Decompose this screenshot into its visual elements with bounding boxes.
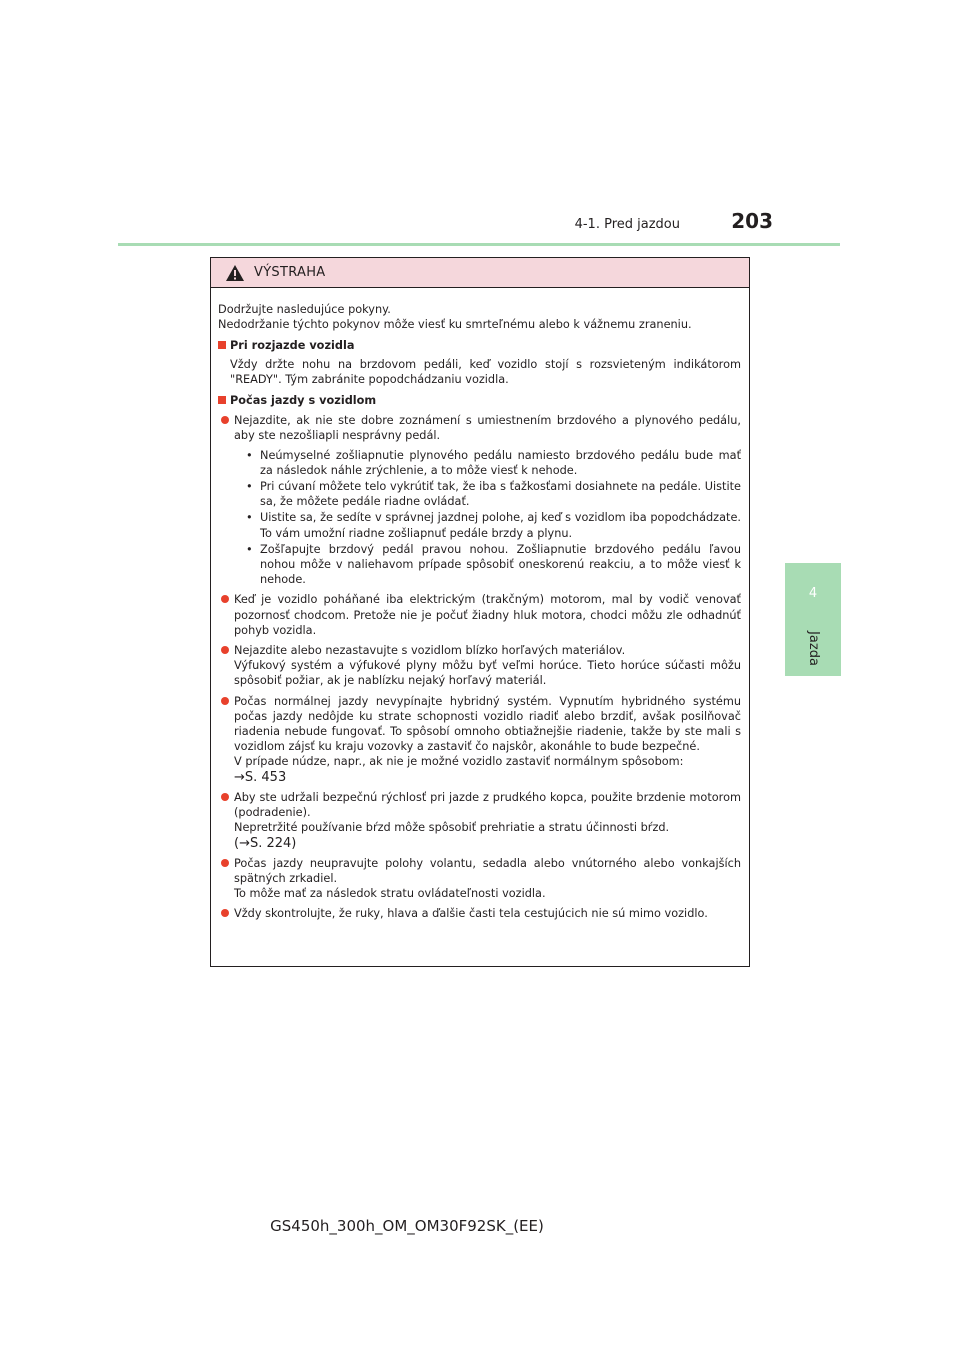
warning-triangle-icon xyxy=(225,264,245,282)
round-bullet-icon xyxy=(221,697,229,705)
warning-title: VÝSTRAHA xyxy=(254,265,326,280)
section-heading-start: Pri rozjazde vozidla xyxy=(218,338,741,353)
square-bullet-icon xyxy=(218,341,226,349)
chapter-label: Jazda xyxy=(805,630,821,666)
sub-list-item: • Neúmyselné zošliapnutie plynového pedálu namiesto brzdového pedálu bude mať za následok náhle zrýchlenie, a to môže viesť k nehode. xyxy=(246,448,741,477)
round-bullet-icon xyxy=(221,646,229,654)
round-bullet-icon xyxy=(221,416,229,424)
square-bullet-icon xyxy=(218,396,226,404)
list-item: Nejazdite alebo nezastavujte s vozidlom blízko horľavých materiálov. Výfukový systém a výfukové plyny môžu byť veľmi horúce. Tieto horúce súčasti môžu spôsobiť požiar, ak je nablízku nejaký horľavý materiál. xyxy=(218,643,741,689)
sub-list-item: • Uistite sa, že sedíte v správnej jazdnej polohe, aj keď s vozidlom iba popodchádzate. To vám umožní riadne zošliapnuť pedále brzdy a plynu. xyxy=(246,511,741,540)
page-number: 203 xyxy=(731,209,773,233)
list-item: Nejazdite, ak nie ste dobre zoznámení s umiestnením brzdového a plynového pedálu, aby ste nezošliapli nesprávny pedál. xyxy=(218,413,741,443)
section-heading-driving: Počas jazdy s vozidlom xyxy=(218,393,741,408)
list-item: Keď je vozidlo poháňané iba elektrickým (trakčným) motorom, mal by vodič venovať pozornosť chodcom. Pretože nie je počuť žiadny hluk motora, chodci môžu zle odhadnúť pohyb vozidla. xyxy=(218,592,741,638)
sub-list-item: • Zošľapujte brzdový pedál pravou nohou. Zošliapnutie brzdového pedálu ľavou nohou môže v naliehavom prípade spôsobiť oneskorenú reakciu, a to môže viesť k nehode. xyxy=(246,542,741,587)
page-reference[interactable]: (→S. 224) xyxy=(234,835,297,851)
document-code: GS450h_300h_OM_OM30F92SK_(EE) xyxy=(270,1217,544,1235)
round-bullet-icon xyxy=(221,909,229,917)
page-footer xyxy=(0,1217,960,1235)
warning-box xyxy=(210,257,750,967)
list-item: Počas normálnej jazdy nevypínajte hybridný systém. Vypnutím hybridného systému počas jazdy nedôjde ku strate schopnosti vozidlo riadiť alebo brzdiť, avšak posilňovač riadenia nebude fungovať. To spôsobí omnoho obtiažnejšie riadenie, takže by ste mali s vozidlom zájsť ku kraju vozovky a zastaviť čo najskôr, akonáhle to bude bezpečné. V prípade núdze, napr., ak nie je možné vozidlo zastaviť normálnym spôsobom: →S. 453 xyxy=(218,694,741,785)
intro-line-1: Dodržujte nasledujúce pokyny. xyxy=(218,303,391,316)
warning-header xyxy=(211,258,749,288)
section-start-text: Vždy držte nohu na brzdovom pedáli, keď vozidlo stojí s rozsvieteným indikátorom "READY". Tým zabránite popodchádzaniu vozidla. xyxy=(230,357,741,386)
list-item: Aby ste udržali bezpečnú rýchlosť pri jazde z prudkého kopca, použite brzdenie motorom (podradenie). Nepretržité používanie bŕzd môže spôsobiť prehriatie a stratu účinnosti bŕzd. (→S. 224) xyxy=(218,790,741,851)
round-bullet-icon xyxy=(221,595,229,603)
round-bullet-icon xyxy=(221,793,229,801)
list-item: Vždy skontrolujte, že ruky, hlava a ďalšie časti tela cestujúcich nie sú mimo vozidlo. xyxy=(218,906,741,921)
warning-body xyxy=(211,288,749,922)
round-bullet-icon xyxy=(221,859,229,867)
intro-line-2: Nedodržanie týchto pokynov môže viesť ku smrteľnému alebo k vážnemu zraneniu. xyxy=(218,318,692,332)
page-reference[interactable]: →S. 453 xyxy=(234,769,287,785)
chapter-number: 4 xyxy=(808,586,818,601)
chapter-label-container xyxy=(785,618,841,678)
header-rule xyxy=(118,243,840,246)
list-item: Počas jazdy neupravujte polohy volantu, sedadla alebo vnútorného alebo vonkajších spätných zrkadiel. To môže mať za následok stratu ovládateľnosti vozidla. xyxy=(218,856,741,902)
sub-list-item: • Pri cúvaní môžete telo vykrútiť tak, že iba s ťažkosťami dosiahnete na pedále. Uistite sa, že môžete pedále riadne ovládať. xyxy=(246,480,741,509)
section-title: 4-1. Pred jazdou xyxy=(574,217,680,232)
